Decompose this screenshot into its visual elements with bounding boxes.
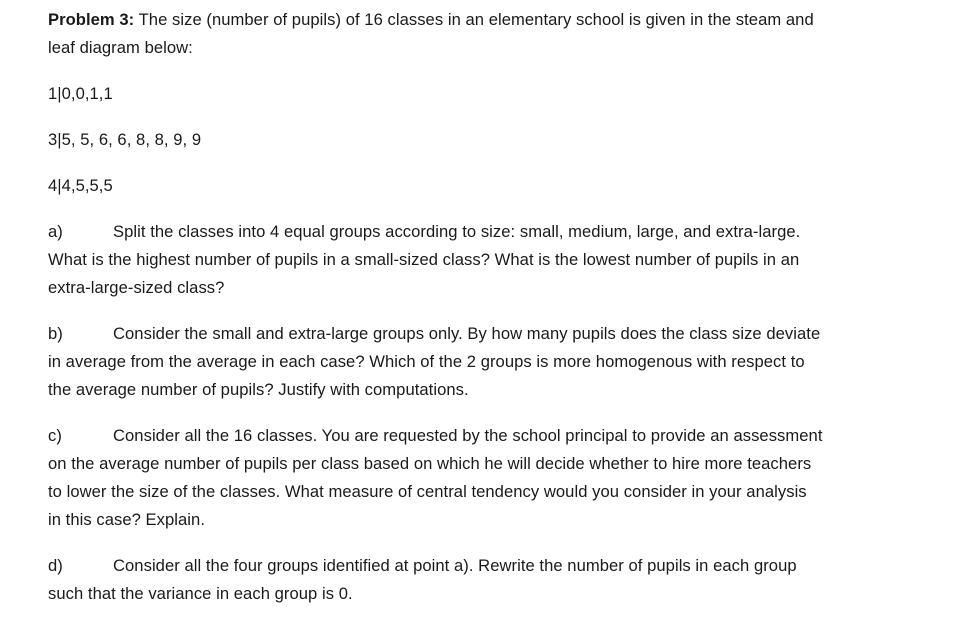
stem-leaf-row-4: 4|4,5,5,5 xyxy=(48,176,113,195)
part-a xyxy=(48,218,948,302)
problem-intro-text: The size (number of pupils) of 16 classes in an elementary school is given in the steam and xyxy=(134,10,814,29)
stem-leaf-row-3: 3|5, 5, 6, 6, 8, 8, 9, 9 xyxy=(48,130,202,149)
problem-intro-line-2: leaf diagram below: xyxy=(48,38,193,57)
problem-document xyxy=(48,6,948,608)
part-b xyxy=(48,320,948,404)
stem-leaf-row-1: 1|0,0,1,1 xyxy=(48,84,113,103)
part-d-line-2: such that the variance in each group is 0. xyxy=(48,584,353,603)
part-d-line-1: Consider all the four groups identified at point a). Rewrite the number of pupils in each group xyxy=(113,556,797,575)
part-a-label: a) xyxy=(48,222,63,241)
part-c-line-2: on the average number of pupils per class based on which he will decide whether to hire more teachers xyxy=(48,454,812,473)
problem-intro-line-1 xyxy=(48,6,948,34)
part-c xyxy=(48,422,948,534)
part-d-label: d) xyxy=(48,556,63,575)
problem-title: Problem 3: xyxy=(48,10,135,29)
part-b-line-1: Consider the small and extra-large groups only. By how many pupils does the class size deviate xyxy=(113,324,821,343)
part-b-line-3: the average number of pupils? Justify with computations. xyxy=(48,380,469,399)
part-c-line-4: in this case? Explain. xyxy=(48,510,205,529)
part-c-line-1: Consider all the 16 classes. You are requested by the school principal to provide an assessment xyxy=(113,426,823,445)
part-a-line-1: Split the classes into 4 equal groups according to size: small, medium, large, and extra-large. xyxy=(113,222,801,241)
part-c-label: c) xyxy=(48,426,62,445)
part-b-label: b) xyxy=(48,324,63,343)
part-b-line-2: in average from the average in each case? Which of the 2 groups is more homogenous with respect to xyxy=(48,352,805,371)
part-d xyxy=(48,552,948,608)
part-c-line-3: to lower the size of the classes. What measure of central tendency would you consider in your analysis xyxy=(48,482,807,501)
part-a-line-3: extra-large-sized class? xyxy=(48,278,225,297)
part-a-line-2: What is the highest number of pupils in a small-sized class? What is the lowest number of pupils in an xyxy=(48,250,800,269)
